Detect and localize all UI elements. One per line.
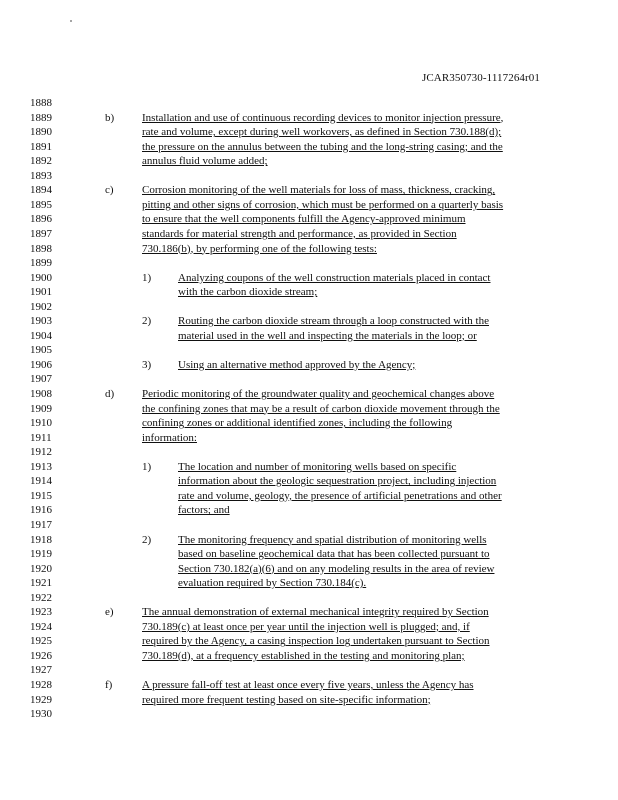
underlined-inserted-text: Corrosion monitoring of the well materials for loss of mass, thickness, cracking, (142, 184, 496, 197)
document-line (0, 518, 618, 532)
underlined-inserted-text: The location and number of monitoring wells based on specific (178, 460, 457, 473)
line-number: 1908 (30, 388, 52, 400)
line-number: 1925 (30, 635, 52, 648)
line-number: 1930 (30, 708, 52, 721)
subsection-label: 3) (142, 358, 152, 371)
underlined-inserted-text: factors; and (178, 504, 230, 517)
document-line (0, 387, 618, 401)
document-line (0, 693, 618, 707)
document-line (0, 547, 618, 561)
underlined-inserted-text: rate and volume, geology, the presence of artificial penetrations and other (178, 489, 502, 502)
document-line (0, 620, 618, 634)
document-line (0, 183, 618, 197)
underlined-inserted-text: required by the Agency, a casing inspection log undertaken pursuant to Section (142, 635, 490, 648)
line-number: 1912 (30, 446, 52, 459)
underlined-inserted-text: 730.186(b), by performing one of the following tests: (142, 242, 377, 255)
line-number: 1900 (30, 271, 52, 284)
document-line (0, 445, 618, 459)
underlined-inserted-text: pitting and other signs of corrosion, which must be performed on a quarterly basis (142, 198, 504, 211)
underlined-inserted-text: required more frequent testing based on site-specific information; (142, 693, 431, 706)
line-number: 1904 (30, 329, 52, 342)
document-line (0, 242, 618, 256)
underlined-inserted-text: based on baseline geochemical data that has been collected pursuant to (178, 548, 490, 561)
line-number: 1929 (30, 693, 52, 706)
line-number: 1916 (30, 504, 52, 517)
line-number: 1888 (30, 97, 52, 109)
document-line (0, 329, 618, 343)
document-line (0, 663, 618, 677)
document-line (0, 300, 618, 314)
line-number: 1903 (30, 315, 52, 328)
line-number: 1902 (30, 300, 52, 313)
line-number: 1895 (30, 198, 52, 211)
line-number: 1893 (30, 169, 52, 182)
line-number: 1913 (30, 460, 52, 473)
subsection-label: 2) (142, 533, 152, 546)
document-line (0, 140, 618, 154)
underlined-inserted-text: Section 730.182(a)(6) and on any modeling results in the area of review (178, 562, 495, 575)
document-line (0, 576, 618, 590)
document-line (0, 111, 618, 125)
line-number: 1920 (30, 562, 52, 575)
document-line (0, 358, 618, 372)
line-number: 1905 (30, 344, 52, 357)
scan-speck (70, 20, 72, 22)
document-line (0, 474, 618, 488)
document-line (0, 649, 618, 663)
subsection-label: f) (105, 679, 113, 691)
document-line (0, 402, 618, 416)
line-number: 1915 (30, 489, 52, 502)
document-line (0, 198, 618, 212)
underlined-inserted-text: Analyzing coupons of the well construction materials placed in contact (178, 271, 491, 284)
subsection-label: b) (105, 111, 115, 124)
document-line (0, 416, 618, 430)
underlined-inserted-text: Installation and use of continuous recording devices to monitor injection pressure, (142, 111, 504, 124)
underlined-inserted-text: A pressure fall-off test at least once every five years, unless the Agency has (142, 679, 474, 691)
underlined-inserted-text: evaluation required by Section 730.184(c). (178, 577, 367, 590)
document-line (0, 227, 618, 241)
underlined-inserted-text: Routing the carbon dioxide stream through a loop constructed with the (178, 315, 489, 328)
line-number: 1928 (30, 679, 52, 691)
line-number: 1891 (30, 140, 52, 153)
subsection-label: 1) (142, 460, 152, 473)
line-number: 1899 (30, 257, 52, 270)
document-line (0, 707, 618, 721)
line-number: 1907 (30, 373, 52, 386)
underlined-inserted-text: material used in the well and inspecting the materials in the loop; or (178, 329, 477, 342)
underlined-inserted-text: information about the geologic sequestration project, including injection (178, 475, 497, 488)
line-number: 1896 (30, 213, 52, 226)
subsection-label: 2) (142, 315, 152, 328)
underlined-inserted-text: confining zones or additional identified zones, including the following (142, 417, 453, 430)
line-number: 1897 (30, 227, 52, 240)
line-number: 1918 (30, 533, 52, 546)
subsection-label: c) (105, 184, 114, 197)
underlined-inserted-text: with the carbon dioxide stream; (178, 286, 318, 299)
document-line (0, 431, 618, 445)
document-id: JCAR350730-1117264r01 (421, 72, 540, 84)
underlined-inserted-text: to ensure that the well components fulfill the Agency-approved minimum (142, 213, 466, 226)
document-line (0, 96, 618, 110)
line-number: 1909 (30, 402, 52, 415)
underlined-inserted-text: rate and volume, except during well workovers, as defined in Section 730.188(d); (142, 126, 502, 139)
document-line (0, 591, 618, 605)
document-line (0, 460, 618, 474)
line-number: 1894 (30, 184, 52, 197)
line-number: 1924 (30, 620, 52, 633)
line-number: 1926 (30, 649, 52, 662)
document-line (0, 562, 618, 576)
line-number: 1906 (30, 358, 52, 371)
underlined-inserted-text: the confining zones that may be a result of carbon dioxide movement through the (142, 402, 500, 415)
document-line (0, 678, 618, 692)
document-line (0, 314, 618, 328)
line-number: 1892 (30, 155, 52, 168)
underlined-inserted-text: Periodic monitoring of the groundwater quality and geochemical changes above (142, 388, 495, 400)
underlined-inserted-text: information: (142, 431, 197, 444)
underlined-inserted-text: The monitoring frequency and spatial distribution of monitoring wells (178, 533, 487, 546)
document-line (0, 372, 618, 386)
line-number: 1889 (30, 111, 52, 124)
subsection-label: 1) (142, 271, 152, 284)
line-number: 1921 (30, 577, 52, 590)
line-number: 1901 (30, 286, 52, 299)
line-number: 1927 (30, 664, 52, 677)
document-line (0, 343, 618, 357)
line-number: 1922 (30, 591, 52, 604)
line-number: 1910 (30, 417, 52, 430)
underlined-inserted-text: 730.189(d), at a frequency established in the testing and monitoring plan; (142, 649, 465, 662)
document-line (0, 285, 618, 299)
line-number: 1911 (30, 431, 52, 444)
line-number: 1914 (30, 475, 52, 488)
document-line (0, 169, 618, 183)
line-number: 1898 (30, 242, 52, 255)
subsection-label: d) (105, 388, 115, 400)
document-line (0, 125, 618, 139)
line-number: 1917 (30, 518, 52, 531)
document-line (0, 634, 618, 648)
document-line (0, 533, 618, 547)
document-line (0, 154, 618, 168)
underlined-inserted-text: standards for material strength and performance, as provided in Section (142, 227, 457, 240)
document-line (0, 605, 618, 619)
subsection-label: e) (105, 606, 114, 619)
document-line (0, 503, 618, 517)
underlined-inserted-text: 730.189(c) at least once per year until the injection well is plugged; and, if (142, 620, 470, 633)
underlined-inserted-text: The annual demonstration of external mechanical integrity required by Section (142, 606, 489, 619)
line-number: 1890 (30, 126, 52, 139)
underlined-inserted-text: annulus fluid volume added; (142, 155, 268, 168)
underlined-inserted-text: the pressure on the annulus between the tubing and the long-string casing; and the (142, 140, 503, 153)
document-line (0, 212, 618, 226)
document-line (0, 271, 618, 285)
line-number: 1919 (30, 548, 52, 561)
underlined-inserted-text: Using an alternative method approved by the Agency; (178, 358, 416, 371)
document-line (0, 489, 618, 503)
document-line (0, 256, 618, 270)
line-number: 1923 (30, 606, 52, 619)
